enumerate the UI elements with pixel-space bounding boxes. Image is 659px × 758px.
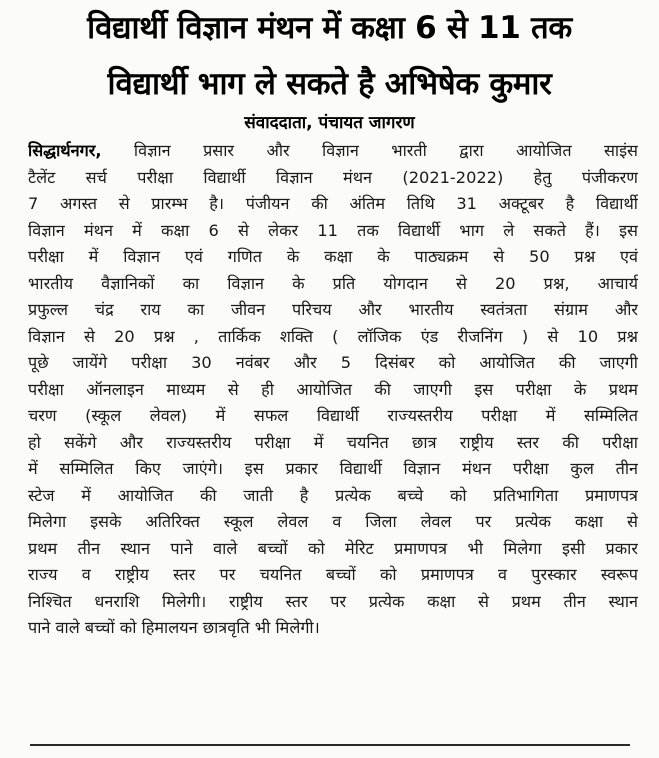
body-line: मिलेगा इसके अतिरिक्त स्कूल लेवल व जिला लेवल पर प्रत्येक कक्षा से (28, 512, 638, 531)
body-line: पूछे जायेंगे परीक्षा 30 नवंबर और 5 दिसंबर को आयोजित की जाएगी (28, 353, 638, 372)
article-body (28, 138, 638, 642)
body-line: प्रफुल्ल चंद्र राय का जीवन परिचय और भारतीय स्वतंत्रता संग्राम और (28, 300, 638, 319)
body-line: हो सकेंगे और राज्यस्तरीय परीक्षा में चयनित छात्र राष्ट्रीय स्तर की परीक्षा (28, 432, 638, 452)
body-line: में सम्मिलित किए जाएंगे। इस प्रकार विद्यार्थी विज्ञान मंथन परीक्षा कुल तीन (28, 459, 638, 478)
body-line: प्रथम तीन स्थान पाने वाले बच्चों को मेरिट प्रमाणपत्र भी मिलेगा इसी प्रकार (28, 538, 638, 558)
body-line: 7 अगस्त से प्रारम्भ है। पंजीयन की अंतिम तिथि 31 अक्टूबर है विद्यार्थी (28, 194, 638, 213)
body-line-1 (28, 138, 638, 165)
dateline: सिद्धार्थनगर, (28, 141, 102, 160)
headline-line-2: विद्यार्थी भाग ले सकते है अभिषेक कुमार (107, 66, 552, 102)
body-text: विज्ञान प्रसार और विज्ञान भारती द्वारा आयोजित साइंस (101, 141, 638, 160)
bottom-rule (30, 744, 630, 746)
body-line: स्टेज में आयोजित की जाती है प्रत्येक बच्चे को प्रतिभागिता प्रमाणपत्र (28, 485, 638, 505)
body-line-last: पाने वाले बच्चों को हिमालयन छात्रवृति भी मिलेगी। (28, 618, 320, 637)
body-line: परीक्षा में विज्ञान एवं गणित के कक्षा के पाठ्यक्रम से 50 प्रश्न एवं (28, 247, 638, 266)
body-line: विज्ञान से 20 प्रश्न , तार्किक शक्ति ( लॉजिक एंड रीजनिंग ) से 10 प्रश्न (28, 326, 638, 346)
body-line: टैलेंट सर्च परीक्षा विद्यार्थी विज्ञान मंथन (2021-2022) हेतु पंजीकरण (28, 167, 638, 187)
body-line: राज्य व राष्ट्रीय स्तर पर चयनित बच्चों को प्रमाणपत्र व पुरस्कार स्वरूप (28, 565, 638, 584)
headline-line-1: विद्यार्थी विज्ञान मंथन में कक्षा 6 से 11 तक (87, 10, 572, 46)
body-line: विज्ञान मंथन में कक्षा 6 से लेकर 11 तक विद्यार्थी भाग ले सकते हैं। इस (28, 220, 638, 240)
body-line: भारतीय वैज्ञानिकों का विज्ञान के प्रति योगदान से 20 प्रश्न, आचार्य (28, 273, 638, 293)
body-line: चरण (स्कूल लेवल) में सफल विद्यार्थी राज्यस्तरीय परीक्षा में सम्मिलित (28, 406, 638, 425)
byline: संवाददाता, पंचायत जागरण (244, 113, 415, 133)
body-line: परीक्षा ऑनलाइन माध्यम से ही आयोजित की जाएगी इस परीक्षा के प्रथम (28, 379, 638, 399)
body-line: निश्चित धनराशि मिलेगी। राष्ट्रीय स्तर पर प्रत्येक कक्षा से प्रथम तीन स्थान (28, 591, 638, 611)
